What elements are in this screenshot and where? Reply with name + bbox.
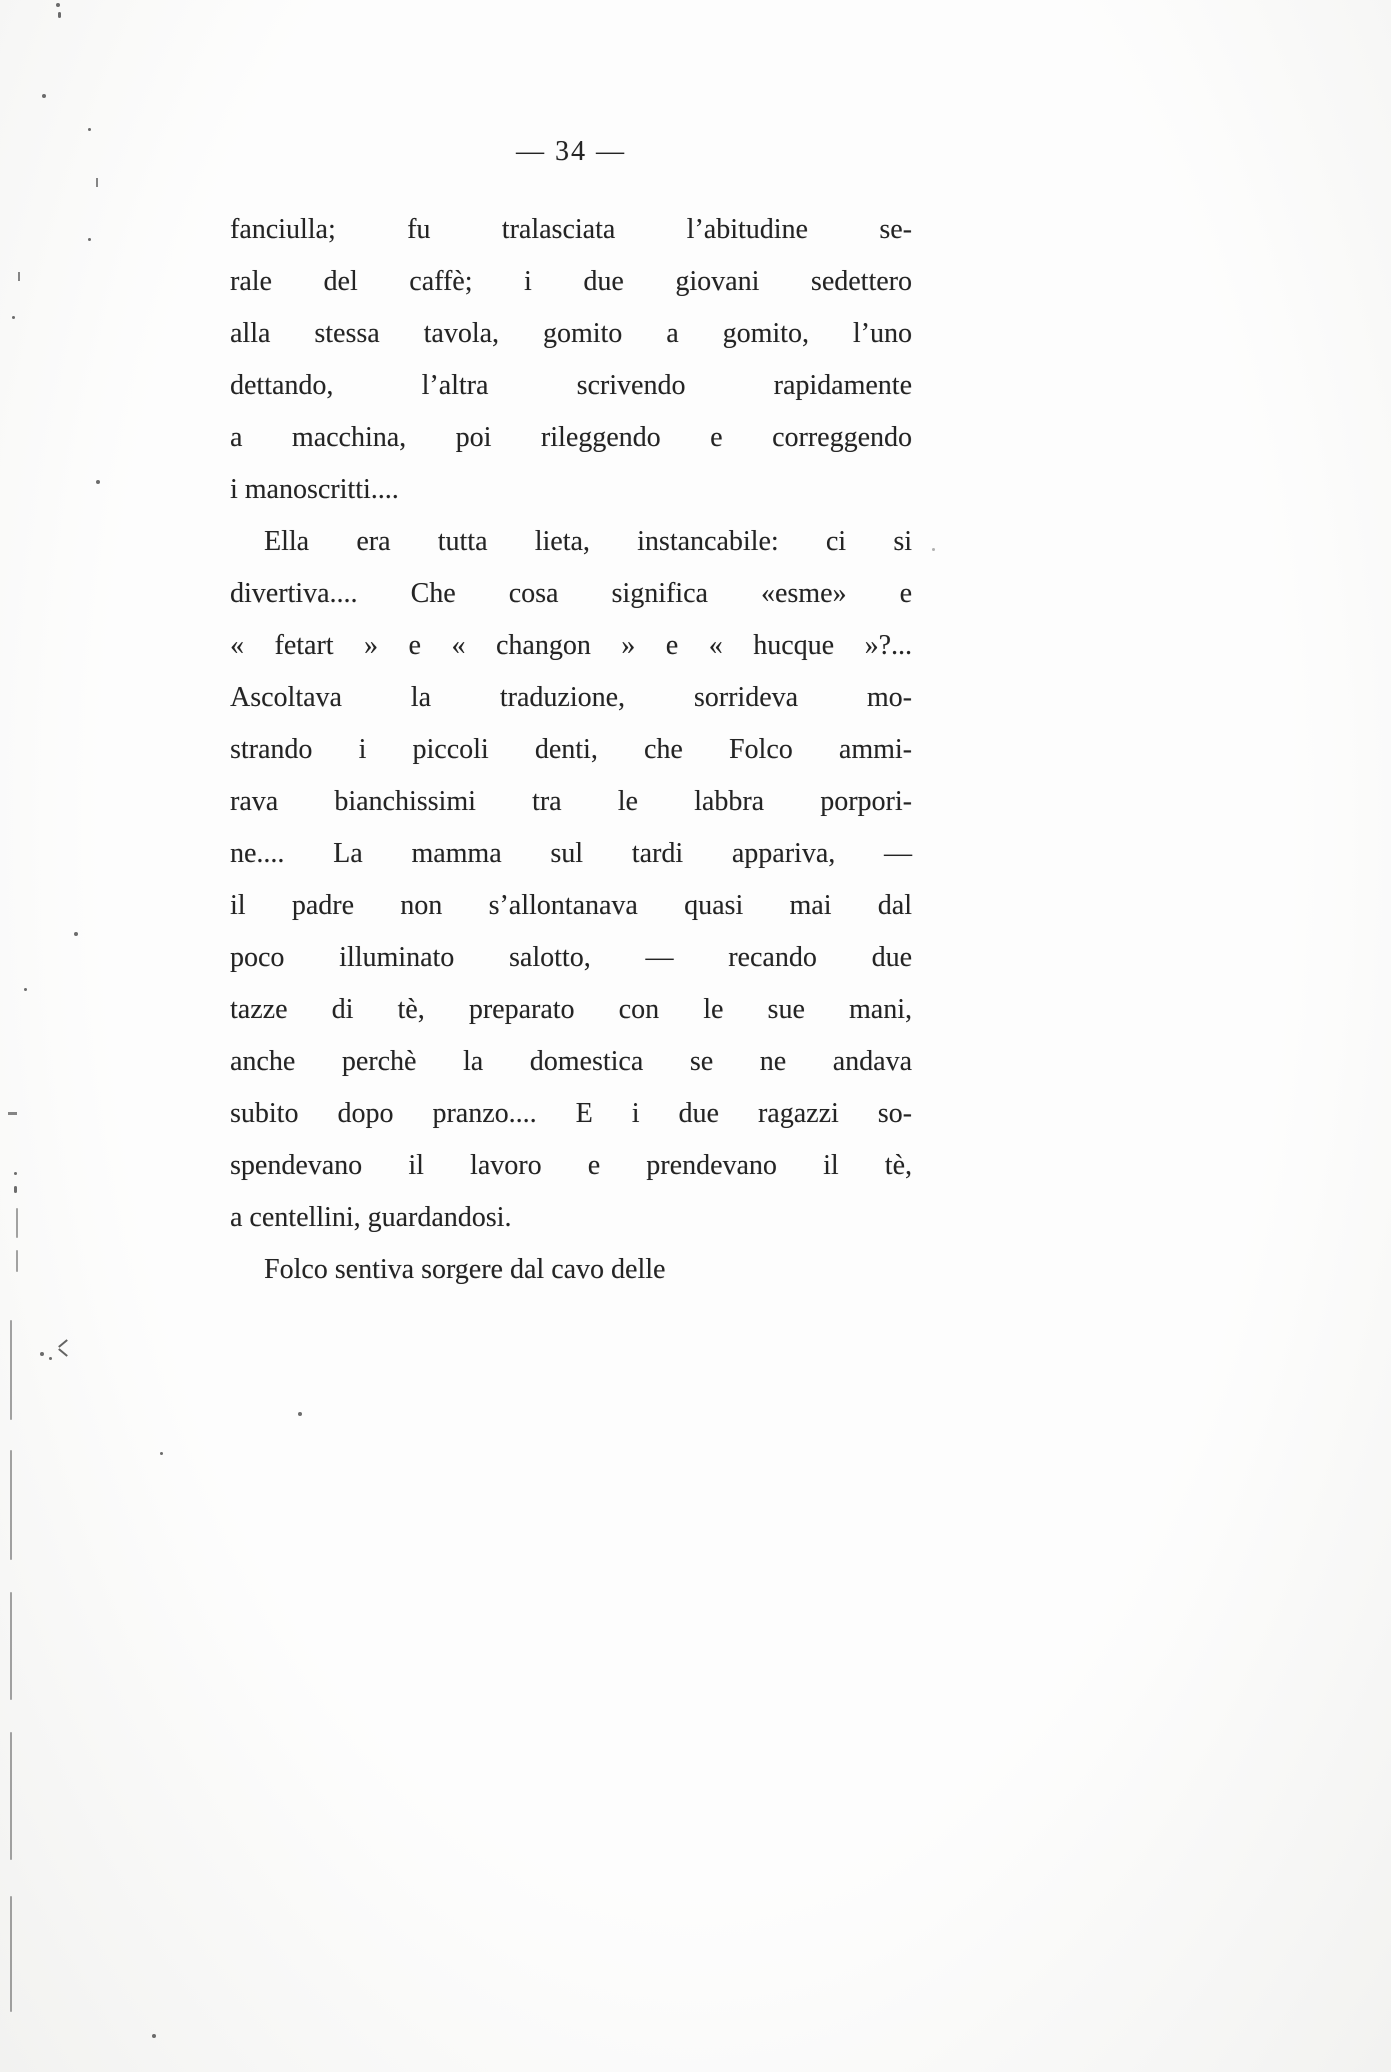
scan-speck [74,932,78,936]
scan-line [10,1320,12,1420]
scan-line [10,1896,12,2012]
text-block [230,204,912,1296]
scan-speck [42,94,46,98]
text-line: divertiva.... Che cosa significa «esme» e [230,578,912,609]
text-line: « fetart » e « changon » e « hucque »?... [230,630,912,661]
text-line: rale del caffè; i due giovani sedettero [230,266,912,297]
scan-tick [8,1112,17,1115]
text-line: dettando, l’altra scrivendo rapidamente [230,370,912,401]
scan-speck [88,128,91,131]
text-line: tazze di tè, preparato con le sue mani, [230,994,912,1025]
text-line: a centellini, guardandosi. [230,1202,512,1233]
scan-speck [932,548,935,551]
scan-speck [58,12,61,18]
scan-line [10,1732,12,1860]
scan-angle-mark [58,1339,68,1348]
text-line: a macchina, poi rileggendo e correggendo [230,422,912,453]
text-line: subito dopo pranzo.... E i due ragazzi so- [230,1098,912,1129]
text-line: ne.... La mamma sul tardi appariva, — [230,838,912,869]
scan-tick [96,178,98,187]
text-line: i manoscritti.... [230,474,399,505]
text-line: poco illuminato salotto, — recando due [230,942,912,973]
scan-line [16,1208,18,1238]
scan-line [16,1250,18,1272]
scan-speck [14,1172,17,1175]
scan-speck [24,988,27,991]
text-line: strando i piccoli denti, che Folco ammi- [230,734,912,765]
text-line: spendevano il lavoro e prendevano il tè, [230,1150,912,1181]
scan-line [10,1592,12,1700]
text-line: Folco sentiva sorgere dal cavo delle [264,1254,666,1285]
scan-speck [152,2034,156,2038]
scan-speck [14,1186,17,1193]
text-line: il padre non s’allontanava quasi mai dal [230,890,912,921]
scan-angle-mark [58,1348,68,1357]
text-line: fanciulla; fu tralasciata l’abitudine se- [230,214,912,245]
scan-speck [298,1412,302,1416]
scan-speck [12,316,15,319]
scan-speck [88,238,91,241]
text-line: Ella era tutta lieta, instancabile: ci si [264,526,912,557]
text-line: alla stessa tavola, gomito a gomito, l’uno [230,318,912,349]
scan-line [10,1450,12,1560]
scan-speck [96,480,100,484]
scan-tick [18,272,20,281]
text-line: rava bianchissimi tra le labbra porpori- [230,786,912,817]
scan-speck [160,1452,163,1455]
text-line: Ascoltava la traduzione, sorrideva mo- [230,682,912,713]
page-number: — 34 — [516,136,626,167]
scan-speck [56,3,60,7]
scan-speck [49,1357,52,1360]
scan-speck [40,1352,44,1356]
text-line: anche perchè la domestica se ne andava [230,1046,912,1077]
